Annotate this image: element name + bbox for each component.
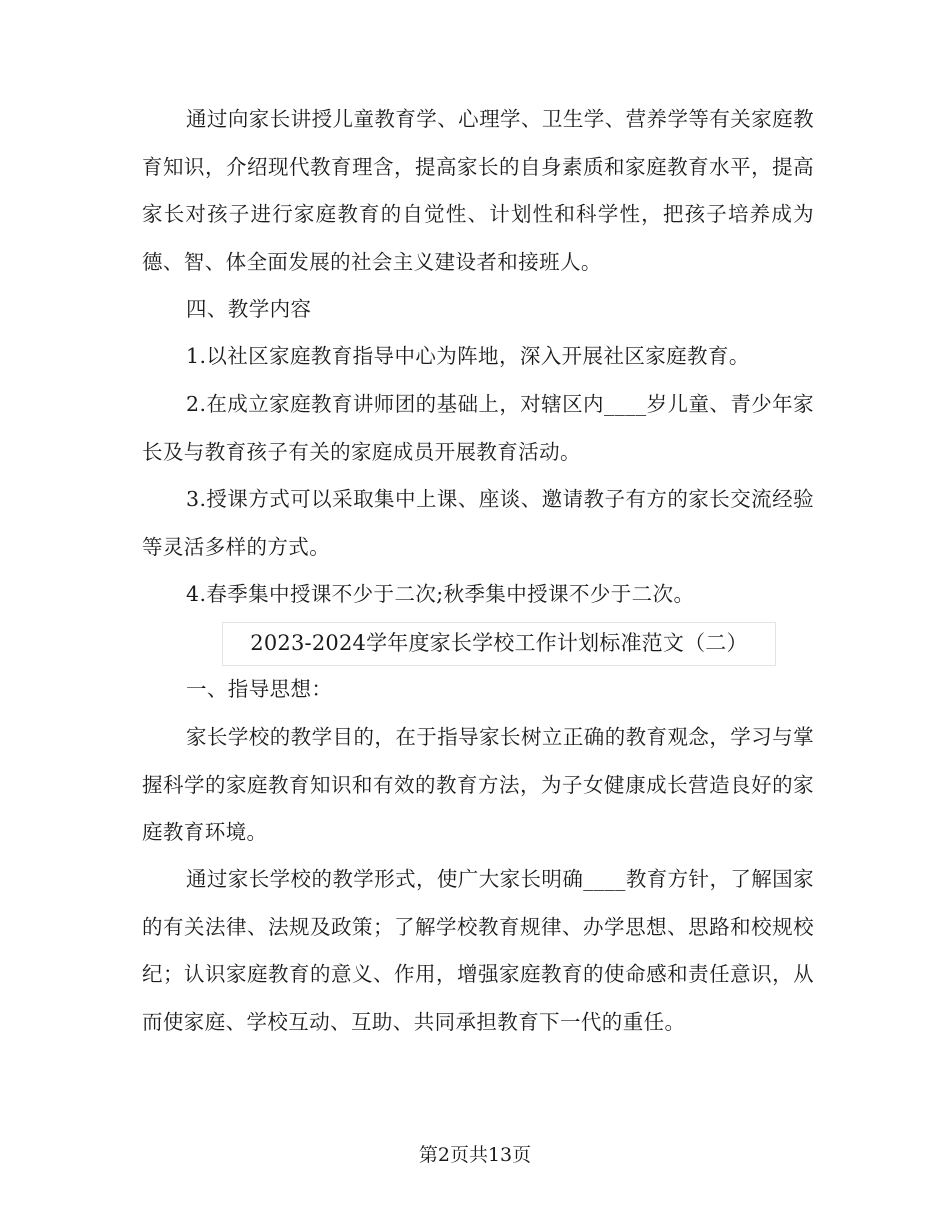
section-heading-guiding-thought: 一、指导思想： <box>186 677 333 701</box>
document-title: 2023-2024学年度家长学校工作计划标准范文（二） <box>250 631 748 655</box>
list-item-3: 3.授课方式可以采取集中上课、座谈、邀请教子有方的家长交流经验等灵活多样的方式。 <box>142 487 814 559</box>
document-title-box <box>222 622 776 666</box>
paragraph-education-knowledge: 通过向家长讲授儿童教育学、心理学、卫生学、营养学等有关家庭教育知识，介绍现代教育理含，提高家长的自身素质和家庭教育水平，提高家长对孩子进行家庭教育的自觉性、计划性和科学性，把孩子培养成为德、智、体全面发展的社会主义建设者和接班人。 <box>142 107 814 274</box>
paragraph-teaching-purpose: 家长学校的教学目的，在于指导家长树立正确的教育观念，学习与掌握科学的家庭教育知识和有效的教育方法，为子女健康成长营造良好的家庭教育环境。 <box>142 725 814 844</box>
list-item-2: 2.在成立家庭教育讲师团的基础上，对辖区内____岁儿童、青少年家长及与教育孩子有关的家庭成员开展教育活动。 <box>142 392 814 464</box>
section-heading-teaching-content: 四、教学内容 <box>186 297 312 321</box>
list-item-4: 4.春季集中授课不少于二次;秋季集中授课不少于二次。 <box>186 582 695 606</box>
paragraph-teaching-form: 通过家长学校的教学形式，使广大家长明确____教育方针，了解国家的有关法律、法规及政策；了解学校教育规律、办学思想、思路和校规校纪；认识家庭教育的意义、作用，增强家庭教育的使命感和责任意识，从而使家庭、学校互动、互助、共同承担教育下一代的重任。 <box>142 867 814 1034</box>
page-number: 第2页共13页 <box>418 1144 532 1166</box>
list-item-1: 1.以社区家庭教育指导中心为阵地，深入开展社区家庭教育。 <box>186 344 750 368</box>
